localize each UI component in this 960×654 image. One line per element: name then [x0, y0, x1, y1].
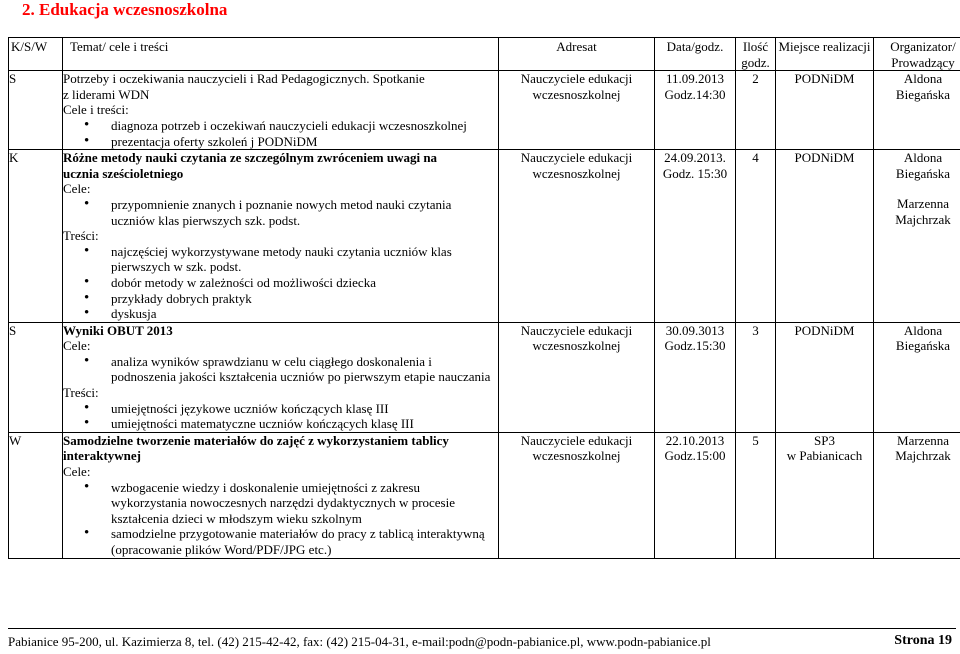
organizer-name-line: Aldona [903, 322, 943, 338]
audience-line: Nauczyciele edukacji [520, 322, 633, 338]
audience-line: wczesnoszkolnej [532, 165, 621, 181]
section-label: Cele i treści: [63, 102, 129, 118]
organizer-name-line: Aldona [903, 150, 943, 166]
topic-title-line: Potrzeby i oczekiwania nauczycieli i Rad Pedagogicznych. Spotkanie [63, 71, 425, 87]
bullet-list [63, 401, 498, 432]
row-place-cell [776, 150, 874, 323]
bullet-item: • analiza wyników sprawdzianu w celu ciągłego doskonalenia i podnoszenia jakości kształcenia uczniów po pierwszym etapie nauczania [63, 354, 498, 385]
column-header-topic: Temat/ cele i treści [63, 38, 499, 71]
column-header-hours: Ilość godz. [736, 38, 776, 71]
table-body [9, 71, 960, 558]
row-place-cell [776, 322, 874, 432]
section-label: Cele: [63, 338, 91, 354]
row-hours-cell: 3 [736, 322, 776, 432]
audience-line: Nauczyciele edukacji [520, 71, 633, 87]
bullet-item: • umiejętności matematyczne uczniów kończących klasę III [63, 416, 498, 432]
bullet-list [63, 480, 498, 558]
organizer-name-line: Majchrzak [895, 448, 951, 464]
footer-address: Pabianice 95-200, ul. Kazimierza 8, tel. (42) 215-42-42, fax: (42) 215-04-31, e-mail:podn@podn-pabianice.pl, www.podn-pabianice.pl [8, 634, 711, 649]
bullet-item: • przypomnienie znanych i poznanie nowych metod nauki czytania uczniów klas pierwszych szk. podst. [63, 197, 498, 228]
bullet-item: • samodzielne przygotowanie materiałów do pracy z tablicą interaktywną (opracowanie plików Word/PDF/JPG etc.) [63, 526, 498, 557]
row-hours-cell: 5 [736, 432, 776, 558]
section-heading: 2. Edukacja wczesnoszkolna [22, 0, 228, 19]
row-topic-cell [63, 150, 499, 323]
row-type-cell: S [9, 71, 63, 150]
date-line: 30.09.3013 [665, 322, 725, 338]
column-header-place: Miejsce realizacji [776, 38, 874, 71]
topic-title-line: z liderami WDN [63, 86, 150, 102]
section-label: Cele: [63, 464, 91, 480]
topic-title-line: Samodzielne tworzenie materiałów do zajęć z wykorzystaniem tablicy [63, 432, 449, 448]
row-date-cell [655, 432, 736, 558]
row-topic-cell [63, 432, 499, 558]
bullet-item: • przykłady dobrych praktyk [63, 291, 498, 307]
place-line: w Pabianicach [786, 448, 863, 464]
row-type-cell: K [9, 150, 63, 323]
topic-title-line: interaktywnej [63, 448, 141, 464]
section-label: Cele: [63, 181, 91, 197]
row-type-cell: W [9, 432, 63, 558]
organizer-name-line: Marzenna [897, 196, 949, 212]
date-line: Godz.15:00 [664, 448, 726, 464]
date-line: 24.09.2013. [664, 150, 726, 166]
column-header-organizer: Organizator/ Prowadzący [874, 38, 960, 71]
column-header-date: Data/godz. [655, 38, 736, 71]
bullet-item: • diagnoza potrzeb i oczekiwań nauczycieli edukacji wczesnoszkolnej [63, 118, 498, 134]
row-organizer-cell [874, 71, 960, 150]
row-organizer-cell [874, 150, 960, 323]
bullet-item: • wzbogacenie wiedzy i doskonalenie umiejętności z zakresu wykorzystania nowoczesnych narzędzi dydaktycznych w procesie kształcenia dzieci w młodszym wieku szkolnym [63, 480, 498, 527]
date-line: Godz.14:30 [664, 86, 726, 102]
organizer-name-line: Biegańska [895, 338, 951, 354]
organizer-name-line: Marzenna [897, 432, 949, 448]
column-header-audience: Adresat [499, 38, 655, 71]
organizer-name-line: Majchrzak [895, 211, 951, 227]
row-organizer-cell [874, 322, 960, 432]
table-row [9, 432, 960, 558]
place-line: SP3 [814, 432, 835, 448]
row-place-cell [776, 432, 874, 558]
row-audience-cell [499, 322, 655, 432]
audience-line: Nauczyciele edukacji [520, 150, 633, 166]
bullet-item: • prezentacja oferty szkoleń j PODNiDM [63, 134, 498, 150]
topic-title-line: ucznia sześcioletniego [63, 165, 184, 181]
table-row [9, 71, 960, 150]
audience-line: wczesnoszkolnej [532, 86, 621, 102]
audience-line: wczesnoszkolnej [532, 338, 621, 354]
footer-divider [8, 628, 956, 629]
row-audience-cell [499, 432, 655, 558]
row-place-cell [776, 71, 874, 150]
section-label: Treści: [63, 228, 99, 244]
date-line: Godz.15:30 [664, 338, 726, 354]
organizer-name-line: Biegańska [895, 86, 951, 102]
bullet-list [63, 244, 498, 322]
bullet-item: • dyskusja [63, 306, 498, 322]
date-line: 11.09.2013 [665, 71, 725, 87]
date-line: Godz. 15:30 [662, 165, 728, 181]
row-date-cell [655, 71, 736, 150]
row-type-cell: S [9, 322, 63, 432]
place-line: PODNiDM [794, 71, 855, 87]
bullet-list [63, 118, 498, 149]
footer-page-number: Strona 19 [894, 633, 952, 648]
topic-title-line: Różne metody nauki czytania ze szczególnym zwróceniem uwagi na [63, 150, 438, 166]
row-date-cell [655, 150, 736, 323]
table-header-row [9, 38, 960, 71]
training-schedule-table [8, 37, 960, 559]
bullet-item: • umiejętności językowe uczniów kończących klasę III [63, 401, 498, 417]
row-hours-cell: 4 [736, 150, 776, 323]
bullet-item: • dobór metody w zależności od możliwości dziecka [63, 275, 498, 291]
row-organizer-cell [874, 432, 960, 558]
table-row [9, 322, 960, 432]
audience-line: wczesnoszkolnej [532, 448, 621, 464]
row-topic-cell [63, 71, 499, 150]
table-row [9, 150, 960, 323]
row-date-cell [655, 322, 736, 432]
audience-line: Nauczyciele edukacji [520, 432, 633, 448]
organizer-name-line: Biegańska [895, 165, 951, 181]
topic-title-line: Wyniki OBUT 2013 [63, 322, 173, 338]
bullet-list [63, 197, 498, 228]
row-audience-cell [499, 150, 655, 323]
place-line: PODNiDM [794, 150, 855, 166]
bullet-list [63, 354, 498, 385]
organizer-spacer [874, 181, 960, 196]
section-label: Treści: [63, 385, 99, 401]
place-line: PODNiDM [794, 322, 855, 338]
row-hours-cell: 2 [736, 71, 776, 150]
organizer-name-line: Aldona [903, 71, 943, 87]
column-header-type: K/S/W [9, 38, 63, 71]
row-audience-cell [499, 71, 655, 150]
bullet-item: • najczęściej wykorzystywane metody nauki czytania uczniów klas pierwszych w szk. podst. [63, 244, 498, 275]
date-line: 22.10.2013 [665, 432, 725, 448]
row-topic-cell [63, 322, 499, 432]
